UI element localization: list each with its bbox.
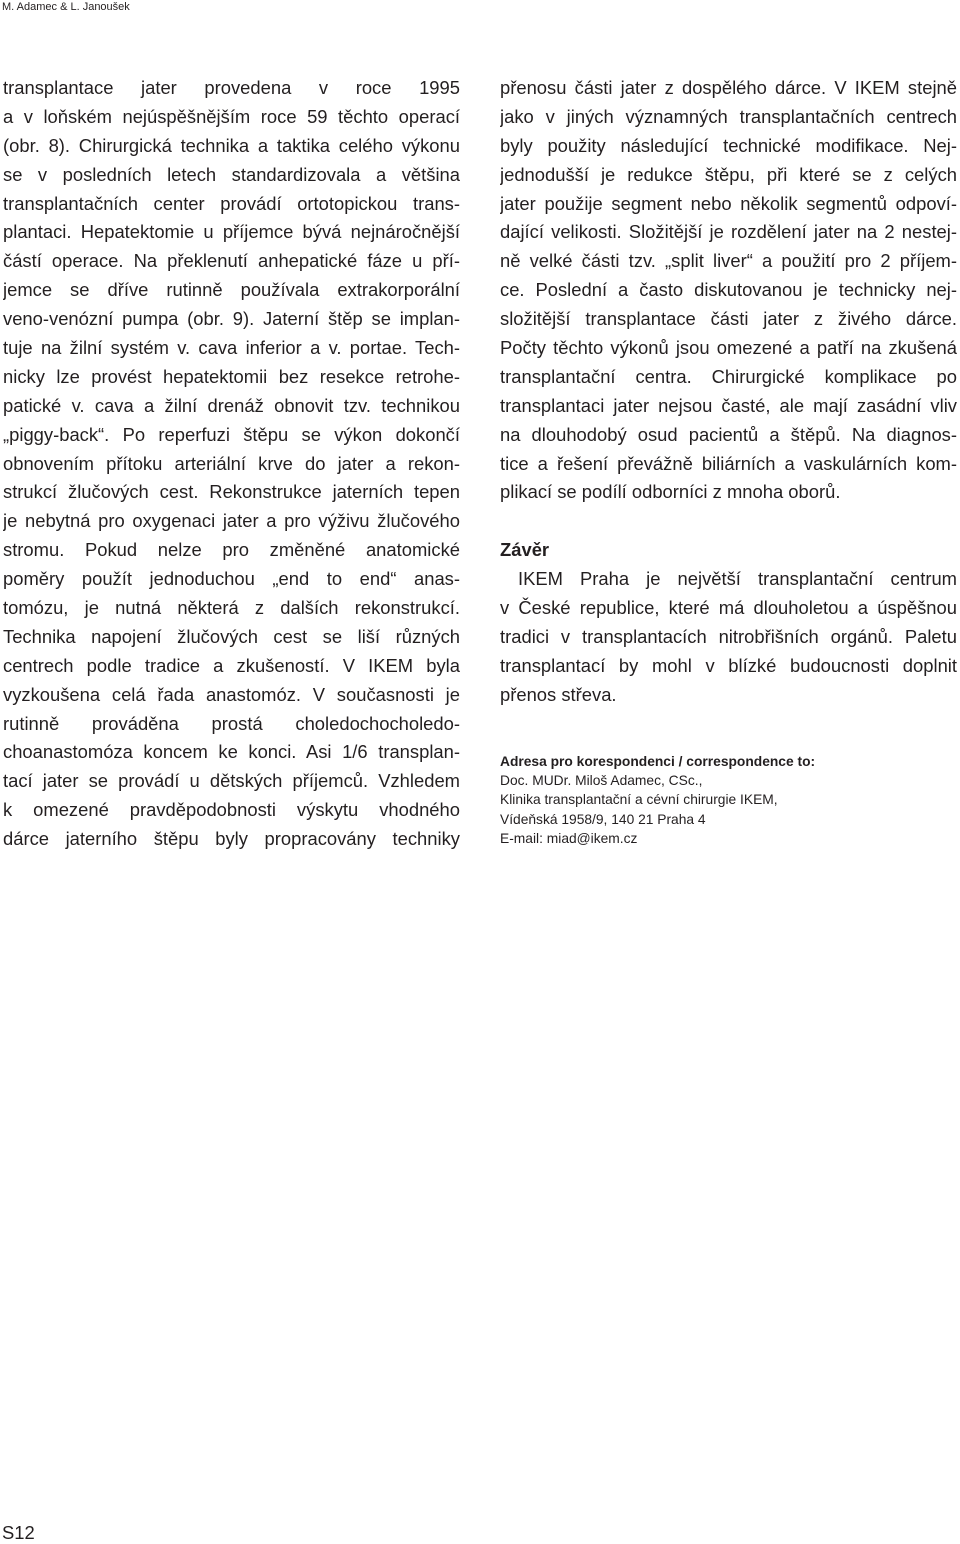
body-text-line: Technika napojení žlučových cest se liší různých	[3, 625, 460, 647]
address-line: Doc. MUDr. Miloš Adamec, CSc.,	[500, 772, 703, 788]
conclusion-text-line: IKEM Praha je největší transplantační centrum	[518, 568, 957, 590]
body-text-line: se v posledních letech standardizovala a většina	[3, 163, 460, 185]
body-text-line: veno-venózní pumpa (obr. 9). Jaterní štěp se implan-	[3, 308, 460, 330]
body-text-line: je nebytná pro oxygenaci jater a pro výživu žlučového	[3, 510, 460, 532]
body-text-line: choanastomóza koncem ke konci. Asi 1/6 transplan-	[3, 741, 460, 763]
body-text-line: k omezené pravděpodobnosti výskytu vhodného	[3, 799, 460, 821]
body-text-line: plikací se podílí odborníci z mnoha oborů.	[500, 481, 841, 503]
body-text-line: jednodušší je redukce štěpu, při které se z celých	[500, 163, 957, 185]
body-text-line: strukcí žlučových cest. Rekonstrukce jaterních tepen	[3, 481, 460, 503]
body-text-line: a v loňském nejúspěšnějším roce 59 těchto operací	[3, 105, 460, 127]
conclusion-text-line: tradici v transplantacích nitrobřišních orgánů. Paletu	[500, 626, 957, 648]
body-text-line: transplantaci jater nejsou časté, ale mají zasádní vliv	[500, 394, 957, 416]
body-text-line: „piggy-back“. Po reperfuzi štěpu se výkon dokončí	[3, 423, 460, 445]
section-heading-conclusion: Závěr	[500, 539, 550, 561]
body-text-line: (obr. 8). Chirurgická technika a taktika celého výkonu	[3, 134, 460, 156]
body-text-line: dající velikosti. Složitější je rozdělení jater na 2 nestej-	[500, 221, 957, 243]
correspondence-address	[500, 752, 957, 849]
running-header-authors: M. Adamec & L. Janoušek	[2, 1, 130, 13]
body-text-line: ně velké části tzv. „split liver“ a použití pro 2 příjem-	[500, 250, 957, 272]
body-text-line: byly použity následující technické modifikace. Nej-	[500, 134, 957, 156]
body-text-line: centrech podle tradice a zkušeností. V IKEM byla	[3, 654, 460, 676]
body-text-line: vyzkoušena celá řada anastomóz. V současnosti je	[3, 683, 460, 705]
body-text-line: stromu. Pokud nelze pro změněné anatomické	[3, 539, 460, 561]
body-text-line: dárce jaterního štěpu byly propracovány techniky	[3, 828, 460, 850]
body-text-line: plantaci. Hepatektomie u příjemce bývá nejnáročnější	[3, 221, 460, 243]
body-text-line: tomózu, je nutná některá z dalších rekonstrukcí.	[3, 597, 460, 619]
address-title: Adresa pro korespondenci / correspondence to:	[500, 753, 816, 769]
body-text-line: transplantace jater provedena v roce 1995	[3, 77, 460, 98]
body-text-line: obnovením přítoku arteriální krve do jater a rekon-	[3, 452, 460, 474]
body-text-line: jemce se dříve rutinně používala extrakorporální	[3, 279, 460, 301]
conclusion-text-line: v České republice, které má dlouholetou a úspěšnou	[500, 597, 957, 619]
body-text-line: jako v jiných významných transplantačních centrech	[500, 105, 957, 127]
conclusion-text-line: přenos střeva.	[500, 683, 617, 705]
body-text-line: ce. Poslední a často diskutovanou je technicky nej-	[500, 279, 957, 301]
body-text-line: tice a řešení převážně biliárních a vaskulárních kom-	[500, 452, 957, 474]
body-text-line: rutinně prováděna prostá choledochocholedo-	[3, 712, 460, 734]
body-text-line: přenosu části jater z dospělého dárce. V IKEM stejně	[500, 77, 957, 98]
body-text-line: transplantační centra. Chirurgické komplikace po	[500, 365, 957, 387]
body-text-line: poměry použít jednoduchou „end to end“ anas-	[3, 568, 460, 590]
address-email: E-mail: miad@ikem.cz	[500, 831, 638, 847]
page-number: S12	[2, 1522, 35, 1543]
address-line: Vídeňská 1958/9, 140 21 Praha 4	[500, 811, 706, 827]
body-text-line: nicky lze provést hepatektomii bez resekce retrohe-	[3, 365, 460, 387]
conclusion-text-line: transplantací by mohl v blízké budoucnosti doplnit	[500, 654, 957, 676]
body-text-line: na dlouhodobý osud pacientů a štěpů. Na diagnos-	[500, 423, 957, 445]
body-text-line: jater použije segment nebo několik segmentů odpoví-	[500, 192, 957, 214]
body-text-line: tuje na žilní systém v. cava inferior a v. portae. Tech-	[3, 337, 460, 359]
address-line: Klinika transplantační a cévní chirurgie IKEM,	[500, 792, 778, 808]
body-text-line: patické v. cava a žilní drenáž obnovit tzv. technikou	[3, 394, 460, 416]
body-text-line: tací jater se provádí u dětských příjemců. Vzhledem	[3, 770, 460, 792]
body-text-line: složitější transplantace části jater z živého dárce.	[500, 308, 957, 330]
right-column	[500, 74, 957, 849]
body-text-line: částí operace. Na překlenutí anhepatické fáze u pří-	[3, 250, 460, 272]
body-text-line: Počty těchto výkonů jsou omezené a patří na zkušená	[500, 337, 957, 359]
left-column	[3, 74, 460, 854]
body-text-line: transplantačních center provádí ortotopickou trans-	[3, 192, 460, 214]
